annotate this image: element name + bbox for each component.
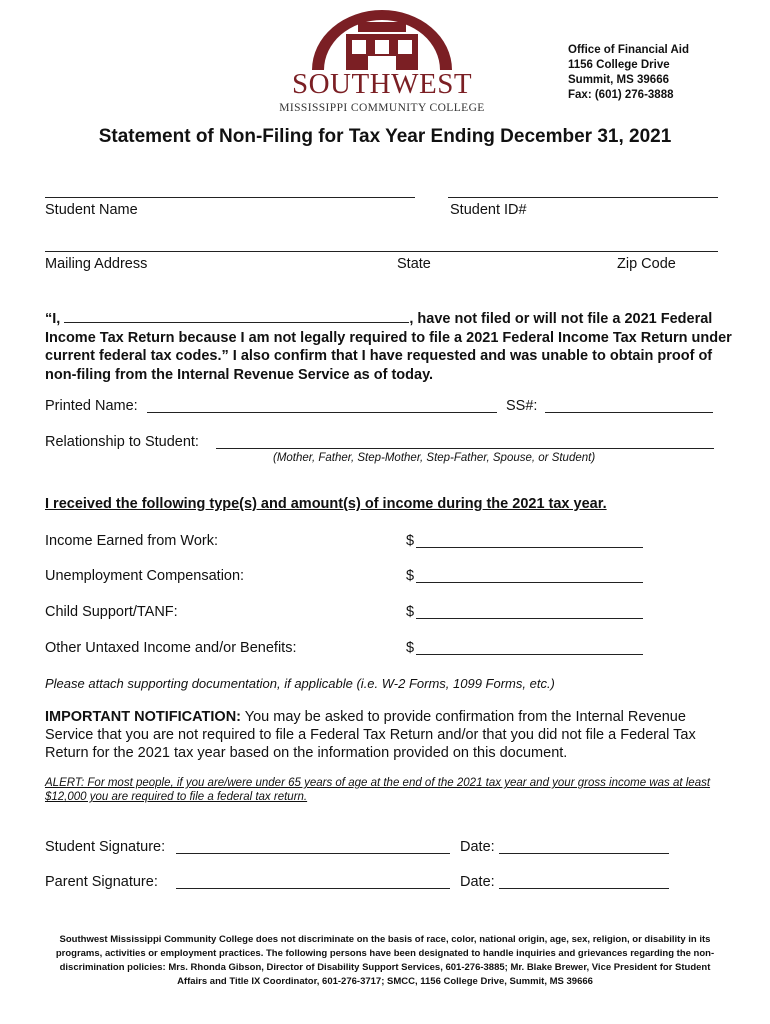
income-work-field[interactable] <box>416 547 643 548</box>
notification-heading: IMPORTANT NOTIFICATION: <box>45 709 241 725</box>
relationship-label: Relationship to Student: <box>45 434 199 450</box>
alert-text: ALERT: For most people, if you are/were under 65 years of age at the end of the 2021 tax year and your gross income was at least $12,000 you are required to file a federal tax return. <box>45 777 711 803</box>
office-street: 1156 College Drive <box>568 59 670 71</box>
statement-body: , have not filed or will not file a 2021 Federal Income Tax Return because I am not legally required to file a 2021 Federal Income Tax Return under current federal tax codes.” I also confirm that I have requested and was unable to obtain proof of non-filing from the Internal Revenue Service as of today. <box>45 311 732 383</box>
office-city: Summit, MS 39666 <box>568 74 669 86</box>
student-signature-label: Student Signature: <box>45 839 166 855</box>
important-notification <box>45 708 735 762</box>
office-name: Office of Financial Aid <box>568 44 689 56</box>
child-support-field[interactable] <box>416 618 643 619</box>
statement-open: “I, <box>45 311 65 327</box>
college-logo <box>272 6 492 118</box>
unemployment-field[interactable] <box>416 582 643 583</box>
ss-label: SS#: <box>506 398 538 414</box>
other-income-label: Other Untaxed Income and/or Benefits: <box>45 640 297 656</box>
logo-name: SOUTHWEST <box>291 68 473 100</box>
attach-note: Please attach supporting documentation, if applicable (i.e. W-2 Forms, 1099 Forms, etc.) <box>45 676 555 691</box>
mailing-address-label: Mailing Address <box>45 256 148 272</box>
student-name-label: Student Name <box>45 202 138 218</box>
student-date-field[interactable] <box>499 853 669 854</box>
parent-signature-field[interactable] <box>176 888 450 889</box>
notification-text: You may be asked to provide confirmation from the Internal Revenue Service that you are not required to file a Federal Tax Return and/or that you did not file a Federal Tax Return for the 2021 tax year based on the information provided on this document. <box>45 709 696 761</box>
certification-statement <box>45 309 735 384</box>
parent-date-label: Date: <box>460 874 495 890</box>
student-signature-field[interactable] <box>176 853 450 854</box>
dollar-sign: $ <box>406 604 415 620</box>
printed-name-label: Printed Name: <box>45 398 138 414</box>
dollar-sign: $ <box>406 568 415 584</box>
state-label: State <box>397 256 431 272</box>
nondiscrimination-footer: Southwest Mississippi Community College does not discriminate on the basis of race, color, national origin, age, sex, religion, or disability in its programs, activities or employment practices. The following persons have been designated to handle inquiries and grievances regarding the non-discrimination policies: Mrs. Rhonda Gibson, Director of Disability Support Services, 601-276-3885; Mr. Blake Brewer, Vice President for Student Affairs and Title IX Coordinator, 601-276-3717; SMCC, 1156 College Drive, Summit, MS 39666 <box>55 934 715 987</box>
building-emblem-icon <box>272 6 492 72</box>
student-date-label: Date: <box>460 839 495 855</box>
income-heading: I received the following type(s) and amount(s) of income during the 2021 tax year. <box>45 496 607 512</box>
office-address <box>568 43 689 103</box>
income-work-label: Income Earned from Work: <box>45 533 218 549</box>
logo-subtitle: MISSISSIPPI COMMUNITY COLLEGE <box>279 102 485 114</box>
other-income-field[interactable] <box>416 654 643 655</box>
office-fax: Fax: (601) 276-3888 <box>568 89 674 101</box>
printed-name-field[interactable] <box>147 412 497 413</box>
dollar-sign: $ <box>406 533 415 549</box>
student-name-field[interactable] <box>45 197 415 198</box>
mailing-address-field[interactable] <box>45 251 718 252</box>
declarant-name-field[interactable] <box>64 309 409 323</box>
parent-date-field[interactable] <box>499 888 669 889</box>
relationship-hint: (Mother, Father, Step-Mother, Step-Father, Spouse, or Student) <box>273 452 596 464</box>
dollar-sign: $ <box>406 640 415 656</box>
page-title: Statement of Non-Filing for Tax Year Ending December 31, 2021 <box>98 126 672 147</box>
ss-field[interactable] <box>545 412 713 413</box>
student-id-field[interactable] <box>448 197 718 198</box>
zip-label: Zip Code <box>617 256 676 272</box>
relationship-field[interactable] <box>216 448 714 449</box>
unemployment-label: Unemployment Compensation: <box>45 568 245 584</box>
child-support-label: Child Support/TANF: <box>45 604 178 620</box>
parent-signature-label: Parent Signature: <box>45 874 158 890</box>
student-id-label: Student ID# <box>450 202 527 218</box>
